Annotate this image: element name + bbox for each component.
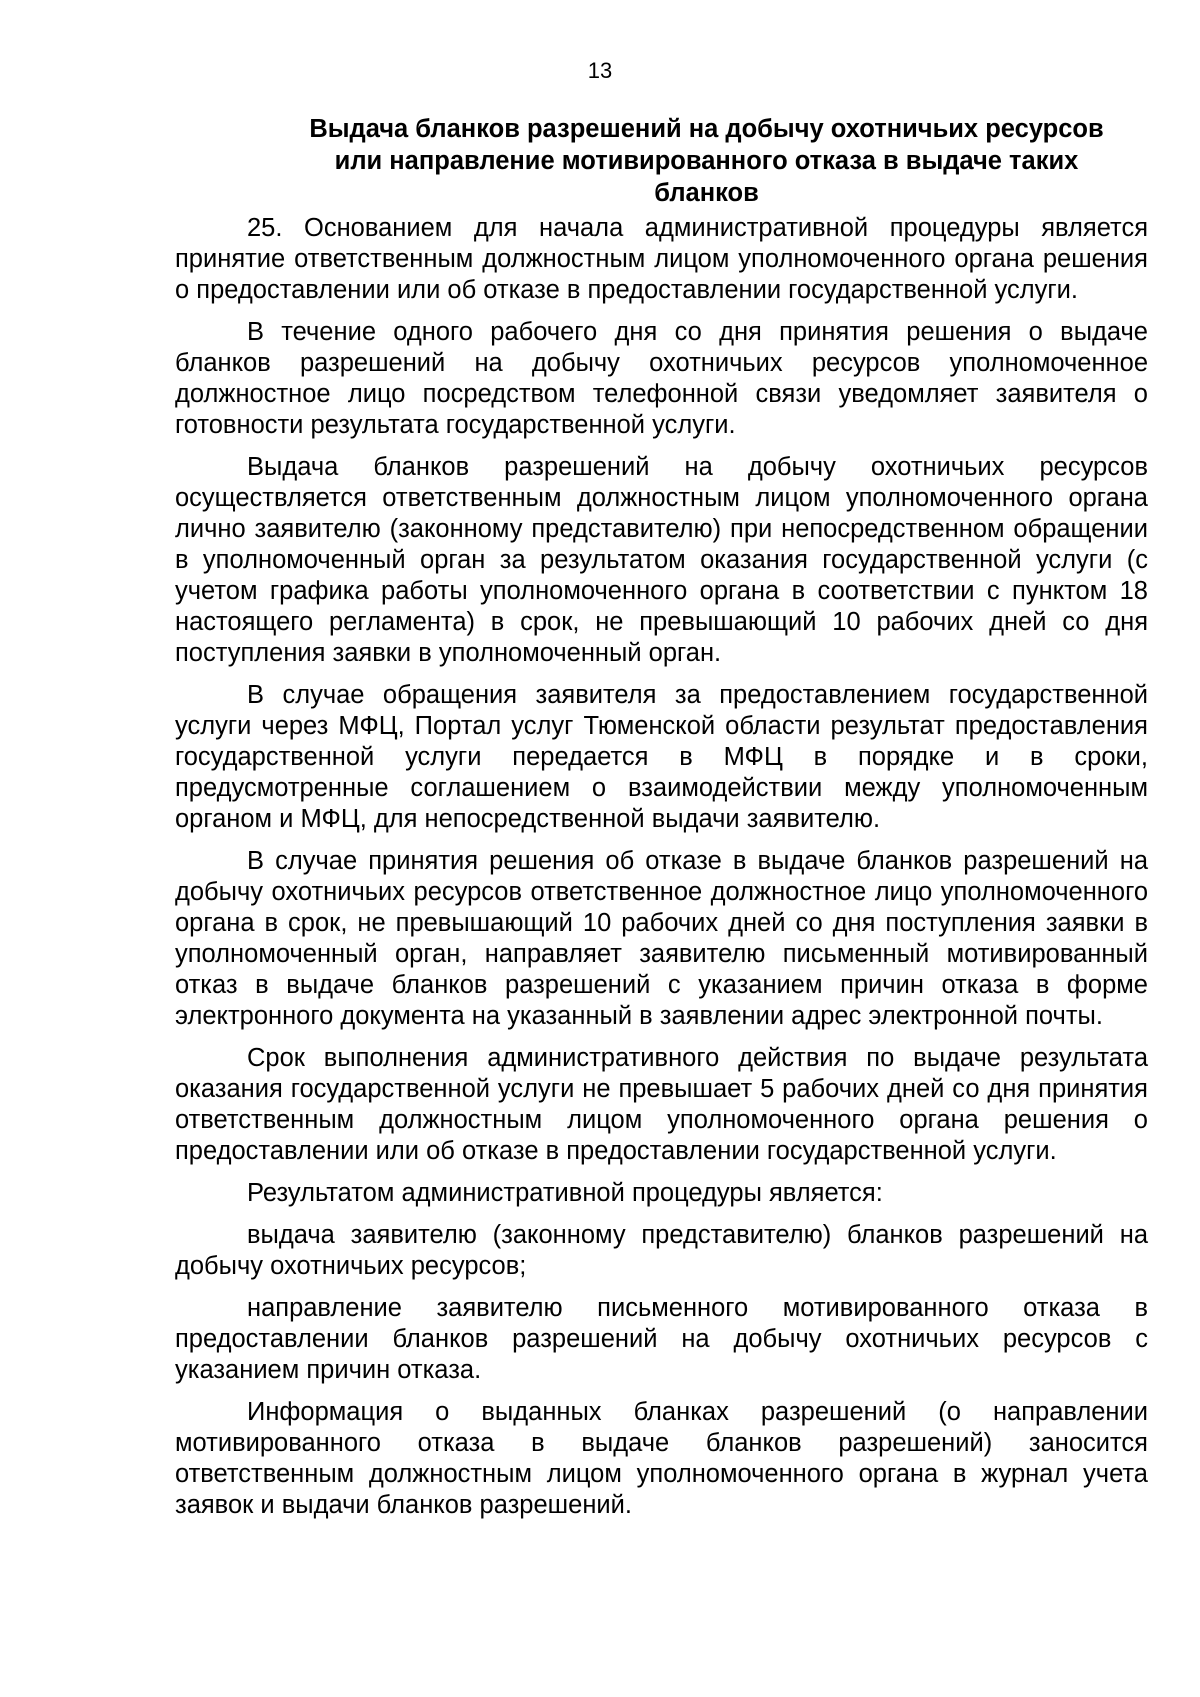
paragraph-issuance: Выдача бланков разрешений на добычу охотничьих ресурсов осуществляется ответственным должностным лицом уполномоченного органа лично заявителю (законному представителю) при непосредственном обращении в уполномоченный орган за результатом оказания государственной услуги (с учетом графика работы уполномоченного органа в соответствии с пунктом 18 настоящего регламента) в срок, не превышающий 10 рабочих дней со дня поступления заявки в уполномоченный орган. <box>175 453 1148 667</box>
paragraph-result-issuance: выдача заявителю (законному представителю) бланков разрешений на добычу охотничьих ресурсов; <box>175 1221 1148 1280</box>
paragraph-notification: В течение одного рабочего дня со дня принятия решения о выдаче бланков разрешений на добычу охотничьих ресурсов уполномоченное должностное лицо посредством телефонной связи уведомляет заявителя о готовности результата государственной услуги. <box>175 318 1148 439</box>
paragraph-25-basis: 25. Основанием для начала административной процедуры является принятие ответственным должностным лицом уполномоченного органа решения о предоставлении или об отказе в предоставлении государственной услуги. <box>175 214 1148 304</box>
paragraph-term: Срок выполнения административного действия по выдаче результата оказания государственной услуги не превышает 5 рабочих дней со дня принятия ответственным должностным лицом уполномоченного органа решения о предоставлении или об отказе в предоставлении государственной услуги. <box>175 1044 1148 1165</box>
page-number: 13 <box>587 58 613 83</box>
paragraph-journal: Информация о выданных бланках разрешений (о направлении мотивированного отказа в выдаче бланков разрешений) заносится ответственным должностным лицом уполномоченного органа в журнал учета заявок и выдачи бланков разрешений. <box>175 1398 1148 1519</box>
document-body <box>175 113 1148 1532</box>
heading-line-1: Выдача бланков разрешений на добычу охотничьих ресурсов <box>309 115 1104 143</box>
heading-line-2: или направление мотивированного отказа в выдаче таких <box>334 147 1079 175</box>
paragraph-refusal: В случае принятия решения об отказе в выдаче бланков разрешений на добычу охотничьих ресурсов ответственное должностное лицо уполномоченного органа в срок, не превышающий 10 рабочих дней со дня поступления заявки в уполномоченный орган, направляет заявителю письменный мотивированный отказ в выдаче бланков разрешений с указанием причин отказа в форме электронного документа на указанный в заявлении адрес электронной почты. <box>175 847 1148 1030</box>
paragraph-result-refusal: направление заявителю письменного мотивированного отказа в предоставлении бланков разрешений на добычу охотничьих ресурсов с указанием причин отказа. <box>175 1294 1148 1384</box>
heading-line-3: бланков <box>654 179 759 207</box>
paragraph-result-intro: Результатом административной процедуры является: <box>247 1179 883 1207</box>
section-heading <box>265 113 1148 209</box>
paragraph-mfc: В случае обращения заявителя за предоставлением государственной услуги через МФЦ, Портал услуг Тюменской области результат предоставления государственной услуги передается в МФЦ в порядке и в сроки, предусмотренные соглашением о взаимодействии между уполномоченным органом и МФЦ, для непосредственной выдачи заявителю. <box>175 681 1148 833</box>
